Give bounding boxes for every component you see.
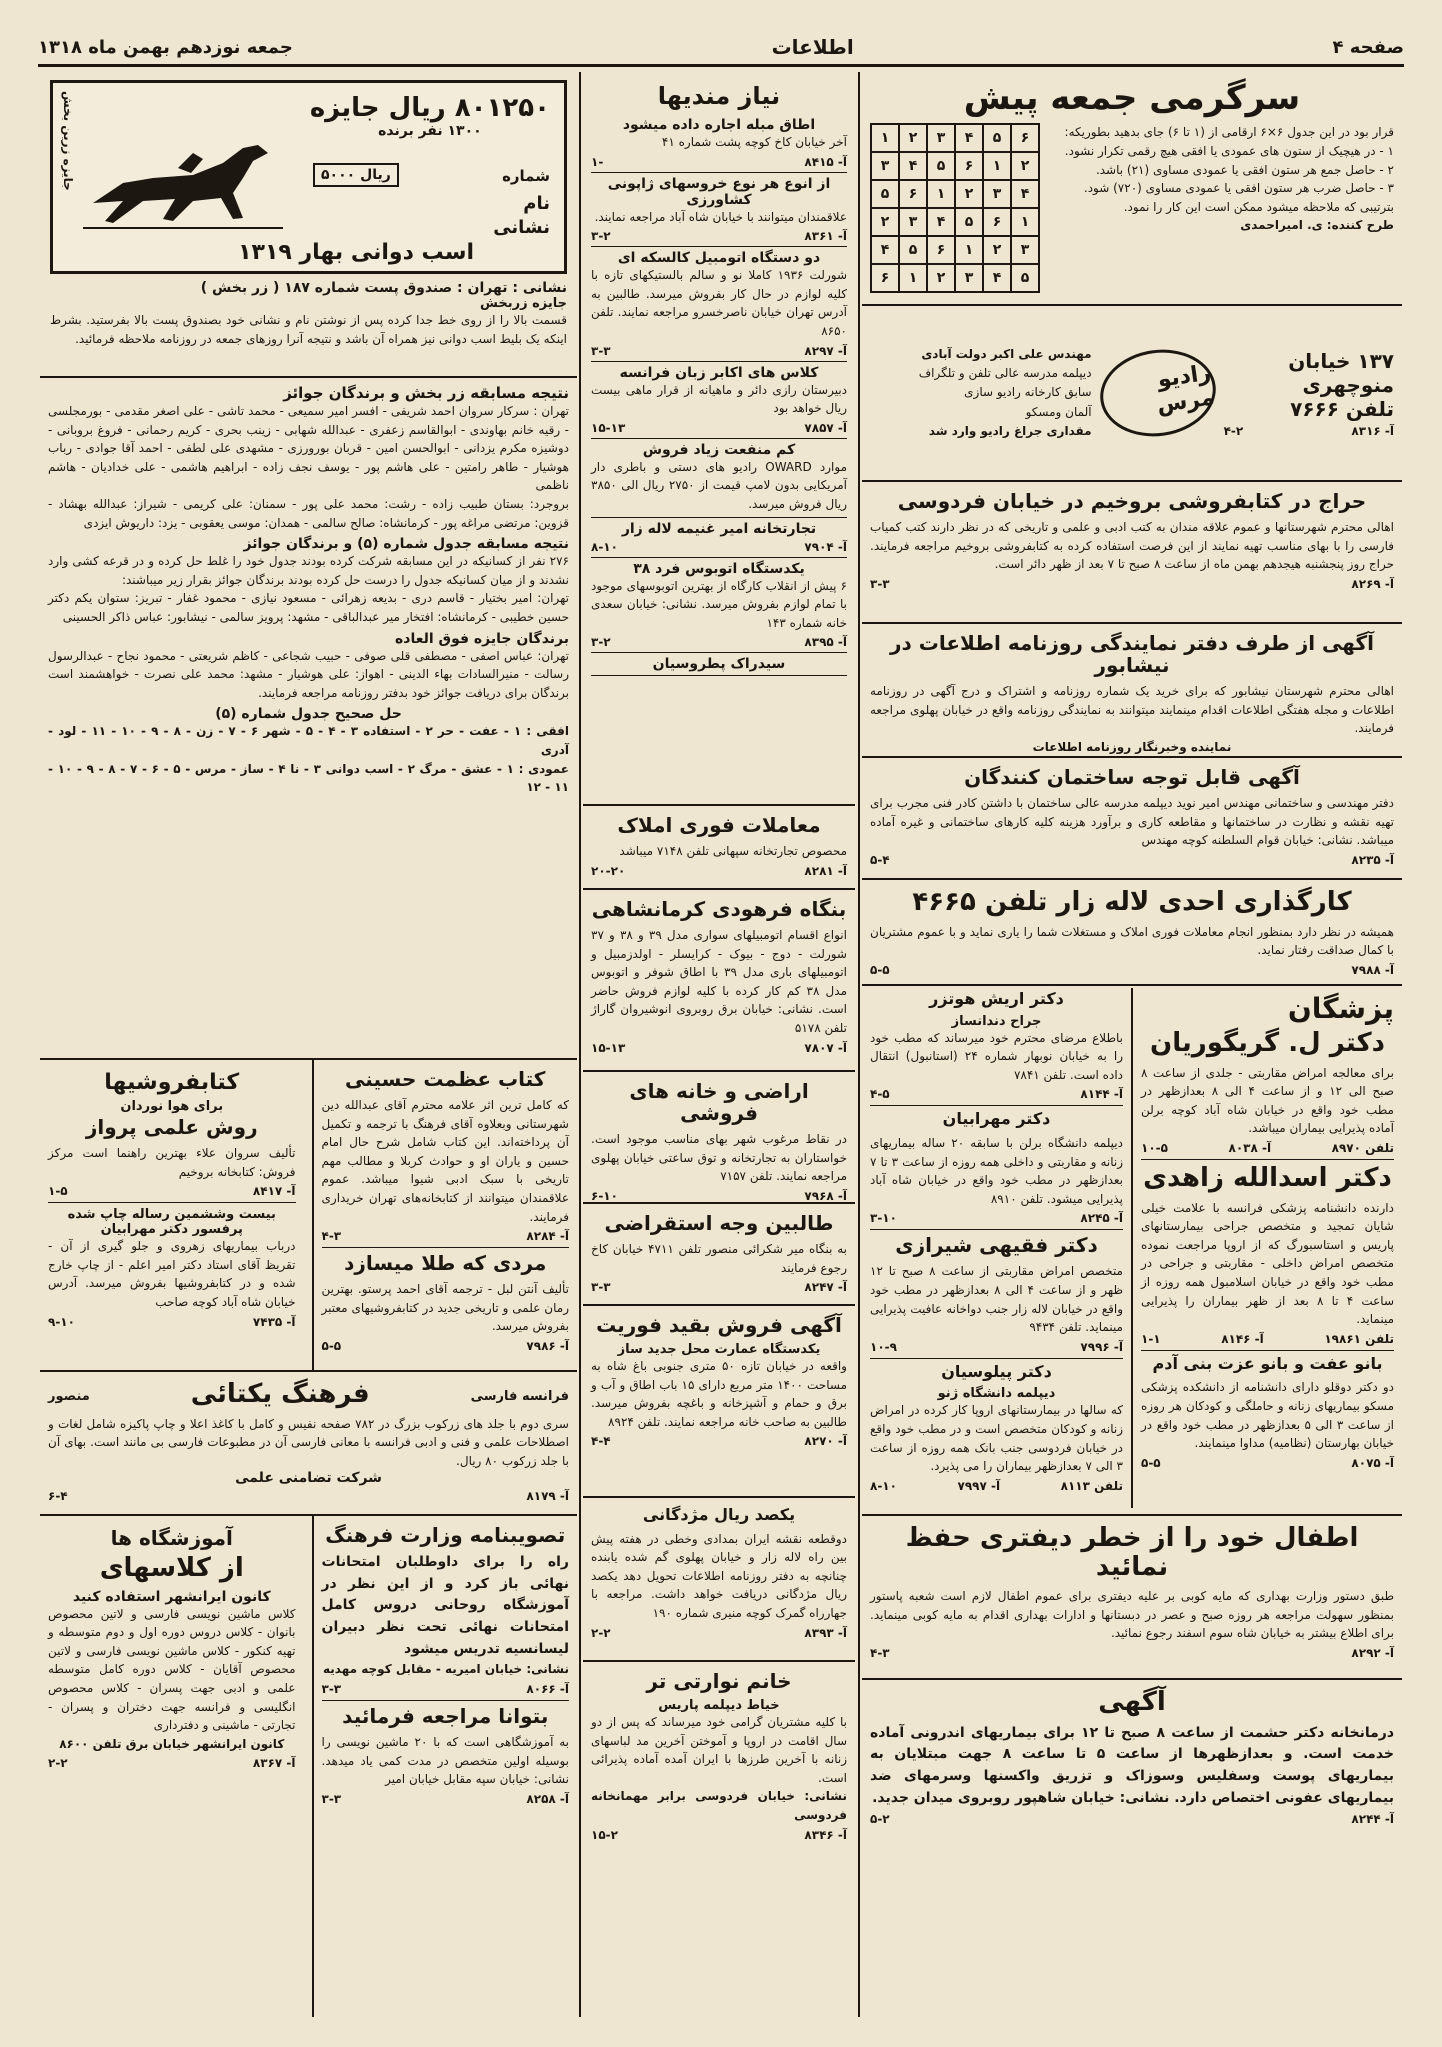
diphtheria-ad (862, 1516, 1402, 1680)
book2-text: درباب بیماریهای زهروی و جلو گیری از آن - تقریظ آقای استاد دکتر امیر اعلم - از چاپ خارج شده و در کتابفروشیها بفروش میرسد. آدرس خیابان شاه آباد کوچه صاحب (48, 1239, 296, 1309)
ad-ref: آ- ۸۲۴۴ (1351, 1812, 1394, 1827)
puzzle-cell: ۶ (1011, 124, 1039, 152)
classified-text: موارد OWARD رادیو های دستی و باطری دار آمریکایی بدون لامپ قیمت از ۲۷۵۰ ریال الی ۳۸۵۰ ریال فروش میرسد. (591, 459, 848, 511)
doctors-head: پزشگان (1287, 992, 1394, 1025)
classified-item (591, 362, 847, 439)
ad-code: ۲-۲ (591, 1625, 611, 1640)
ad-code: ۸-۱۰ (870, 1478, 897, 1493)
tailor-text: با کلیه مشتریان گرامی خود میرساند که پس از دو سال اقامت در اروپا و آموختن آخرین مد لباسهای زنانه با آخرین طرزها با ایران آمده آماده پذیرائی است. (591, 1715, 847, 1785)
building-ad (862, 758, 1402, 880)
classified-item (591, 247, 847, 361)
puzzle-cell: ۲ (983, 236, 1011, 264)
doctor-name: دکتر فقیهی شیرازی (895, 1233, 1098, 1258)
nishabur-title: آگهی از طرف دفتر نمایندگی روزنامه اطلاعات در نیشابور (890, 631, 1374, 677)
ad-code: ۲-۲ (48, 1756, 68, 1771)
nishabur-ad (862, 624, 1402, 758)
ad-ref: آ- ۸۲۷۰ (804, 1434, 847, 1449)
doctor-phone: تلفن ۱۹۸۶۱ (1324, 1331, 1394, 1346)
dictionary-publisher-line: شرکت تضامنی علمی (235, 1470, 382, 1487)
doctor-name: دکتر ل. گریگوریان (1150, 1028, 1385, 1058)
ad-ref: آ- ۷۴۳۵ (252, 1314, 296, 1329)
puzzle-cell: ۵ (955, 208, 983, 236)
puzzle-cell: ۲ (955, 180, 983, 208)
ad-ref: آ- ۸۲۴۷ (804, 1280, 847, 1295)
classified-title: کم منفعت زیاد فروش (642, 441, 796, 458)
page-header (38, 30, 1404, 67)
puzzle-row (871, 264, 1039, 292)
classifieds-head: نیاز مندیها (657, 82, 781, 110)
ad-ref: آ- ۷۸۰۷ (804, 1040, 847, 1055)
ad-code: ۱۵-۱۳ (591, 420, 626, 435)
puzzle-row (871, 152, 1039, 180)
book1-title: روش علمی پرواز (85, 1115, 258, 1139)
ad-ref: آ- ۸۳۹۵ (804, 635, 847, 650)
dictionary-text: سری دوم با جلد های زرکوب بزرگ در ۷۸۲ صفحه نفیس و کامل با کاغذ اعلا و چاپ پاکیزه شامل لغات و اصطلاحات علمی و فنی و ادبی فرانسه با معانی فارسی آن در مطبوعات فارسی بی مانند است. بهای آن با جلد زرکوب ۸۰ ریال. (48, 1416, 569, 1468)
classified-title: کلاس های اکابر زبان فرانسه (619, 364, 819, 381)
puzzle-cell: ۳ (899, 208, 927, 236)
column-right (862, 72, 1402, 2017)
doctor-phone: تلفن ۸۹۷۰ (1331, 1140, 1394, 1155)
ad-ref: آ- ۸۱۴۶ (1221, 1331, 1264, 1346)
loan-ad (583, 1204, 855, 1306)
book2-title: بیست وششمین رساله چاپ شده پرفسور دکتر مهرابیان (67, 1207, 276, 1238)
ad-code: ۵-۲ (870, 1812, 890, 1827)
results-extra-title: برندگان جایزه فوق العاده (395, 630, 569, 647)
lottery-prize-label: جایزه زرین بخش (61, 91, 75, 191)
puzzle-rule: ۱ - در هیچیک از ستون های عمودی یا افقی هیچ رقمی تکرار نشود. (1064, 143, 1394, 158)
classifieds-list (591, 114, 847, 676)
schools-title: از کلاسهای (99, 1553, 244, 1583)
schools-sub: کانون ایرانشهر استفاده کنید (72, 1588, 271, 1605)
puzzle-cell: ۴ (927, 208, 955, 236)
doctor-name: بانو عفت و بانو عزت بنی آدم (1152, 1353, 1383, 1373)
ministry-address: نشانی: خیابان امیریه - مقابل کوچه مهدیه (323, 1662, 569, 1677)
radio-stamp-logo: رادیو مرس (1094, 342, 1221, 443)
doctor-name: دکتر اریش هوتزر (929, 989, 1064, 1008)
puzzle-cell: ۴ (1011, 180, 1039, 208)
book-tala-text: تألیف آنتن لبل - ترجمه آقای احمد پرستو. بهترین رمان علمی و تاریخی جدید در کتابفروشیهای معتبر بفروش میرسد. (321, 1282, 569, 1334)
ad-code: ۴-۵ (870, 1087, 890, 1102)
ad-code: ۵-۵ (1141, 1455, 1161, 1470)
lottery-note: قسمت بالا را از روی خط جدا کرده پس از نوشتن نام و نشانی خود بصندوق پست بالا بفرستید. بشرط اینکه یک بلیط اسب دوانی نیز همراه آن باشد و نتیجه آنرا روزهای جمعه در روزنامه ملاحظه فرمائید. (50, 313, 567, 346)
ad-code: ۱- (591, 154, 604, 169)
puzzle-row (871, 124, 1039, 152)
page-number: صفحه ۴ (1332, 36, 1404, 58)
results-winners: تهران: امیر بختیار - قاسم دری - بدیعه زهرائی - مسعود نیازی - محمود غفار - تبریز: ستوان یکم دکتر حسین خطیبی - کرمانشاه: افتخار میر عبدالباقی - مشهد: پرویز سالمی - نیشابور: عباس ذاکر الحسینی (48, 591, 569, 624)
ad-code: ۳-۳ (591, 343, 611, 358)
real-estate-ad (583, 806, 855, 890)
classified-item (591, 439, 847, 518)
farhudi-text: انواع اقسام اتومبیلهای سواری مدل ۳۹ و ۳۸ و ۳۷ شورلت - دوج - بیوک - کرایسلر - اولدزمبیل و اتومبیلهای باری مدل ۳۹ با اطاق شوفر و اتوبوس مدل ۳۸ کم کار کرده با کلیه لوازم فروش حاضر است. نشانی: خیابان برق روبروی انوشیروان گاراژ تلفن ۵۱۷۸ (591, 928, 847, 1035)
dictionary-ad (40, 1372, 577, 1516)
ad-code: ۱۰-۵ (1141, 1140, 1168, 1155)
books-row (40, 1060, 577, 1372)
ad-ref: آ- ۸۴۱۵ (804, 154, 847, 169)
book-hosseini-text: که کامل ترین اثر علامه محترم آقای عبدالله دین شهرستانی وبعلاوه آقای فرهنگ با ترجمه و تکمیل آن پرداخته‌اند. این کتاب شامل شرح حال امام حسین و یاران او و حوادث کربلا و مطالب مهم تاریخی با سبک ادبی شیوا میباشد. عموم علاقمندان میتوانند از کتابخانه‌های تهران خریداری فرمایند. (321, 1098, 569, 1224)
solution-title: حل صحیح جدول شماره (۵) (215, 706, 402, 723)
book1-sub: برای هوا نوردان (120, 1099, 224, 1114)
classified-text: ۶ پیش از انقلاب کارگاه از بهترین اتوبوسهای موجود با تمام لوازم بفروش میرسد. نشانی: خیابان سعدی خانه شماره ۱۴۳ (591, 578, 847, 630)
doctor-name: دکتر پیلوسیان (941, 1361, 1052, 1381)
ministry-text: راه را برای داوطلبان امتحانات نهائی باز کرد و از این نظر در آموزشگاه روحانی دروس کامل امتحانات نهائی تحت نظر دبیران لیسانسیه تدریس میشود (321, 1554, 569, 1657)
tailor-address: نشانی: خیابان فردوسی برابر مهمانخانه فردوسی (591, 1789, 847, 1822)
book1-text: تألیف سروان علاء بهترین راهنما است مرکز فروش: کتابخانه بروخیم (48, 1146, 296, 1179)
tailor-ad (583, 1662, 855, 2017)
classified-title: از انوع هر نوع خروسهای ژاپونی کشاورزی (607, 175, 831, 208)
ad-ref: آ- ۷۹۹۶ (1080, 1339, 1123, 1354)
puzzle-cell: ۴ (871, 236, 899, 264)
radio-line: دیپلمه مدرسه عالی تلفن و تلگراف (918, 366, 1092, 381)
schools-head: آموزشگاه ها (110, 1526, 233, 1550)
doctor-name: دکتر مهرابیان (942, 1109, 1051, 1129)
ad-ref: آ- ۸۴۱۷ (252, 1184, 296, 1199)
farhudi-ad (583, 890, 855, 1072)
classified-item (591, 173, 847, 248)
ad-code: ۵-۵ (870, 962, 890, 977)
puzzle-cell: ۶ (955, 152, 983, 180)
puzzle-title: سرگرمی جمعه پیش (963, 78, 1301, 118)
nishabur-signature: نماینده وخبرنگار روزنامه اطلاعات (1032, 739, 1232, 754)
ad-code: ۹-۱۰ (48, 1314, 75, 1329)
radio-line: آلمان ومسکو (1025, 404, 1092, 419)
ad-ref: آ- ۷۹۹۷ (957, 1478, 1001, 1493)
bookshops-head: کتابفروشیها (104, 1070, 240, 1095)
classified-item (591, 653, 847, 676)
puzzle-cell: ۲ (899, 124, 927, 152)
real-estate-text: محصوص تجارتخانه سپهانی تلفن ۷۱۴۸ میباشد (619, 844, 847, 858)
ad-code: ۳-۳ (321, 1791, 342, 1806)
ad-code: ۳-۲ (591, 229, 611, 244)
sale-text: واقعه در خیابان تازه ۵۰ متری جنوبی باغ شاه به مساحت ۱۴۰۰ متر مربع دارای ۱۵ باب اطاق و آب و برق و حمام و آشپزخانه و باغچه بفروش میرسد. طالبین به صاحب خانه مراجعه نمایند. تلفن ۸۹۲۴ (591, 1359, 848, 1429)
puzzle-row (871, 236, 1039, 264)
ad-code: ۱۰-۹ (870, 1339, 897, 1354)
puzzle-cell: ۵ (1011, 264, 1039, 292)
lottery-amount: ۸۰۱۲۵۰ ریال جایزه (309, 93, 550, 123)
solution-horizontal: افقی : ۱ - عفت - حر ۲ - استفاده ۳ - ۴ - ۵ - شهر ۶ - ۷ - زن - ۸ - ۹ - ۱۰ - ۱۱ - لود - آدری (48, 724, 569, 757)
ministry-title: تصویبنامه وزارت فرهنگ (325, 1523, 566, 1547)
auction-text: اهالی محترم شهرستانها و عموم علاقه مندان به کتب ادبی و علمی و تاریخی که در نظر دارند کتب کمیاب فارسی را با بهای مناسب تهیه نمایند از این فرصت استفاده کرده به کتابفروشی بروخیم مراجعه فرمایند. حراج روز پنجشنبه هیجدهم بهمن ماه از ساعت ۸ صبح تا ۷ بعد از ظهر دائر است. (870, 520, 1394, 572)
ad-code: ۴-۳ (870, 1645, 890, 1660)
puzzle-cell: ۱ (955, 236, 983, 264)
auction-ad (862, 482, 1402, 624)
ad-code: ۶-۴ (48, 1489, 68, 1504)
lalezar-title: کارگذاری احدی لاله زار تلفن ۴۶۶۵ (912, 887, 1352, 917)
column-rule (579, 72, 581, 2017)
ad-code: ۳-۳ (870, 576, 890, 591)
ad-ref: آ- ۷۹۰۴ (804, 539, 847, 554)
ad-ref: آ- ۸۰۳۸ (1228, 1140, 1272, 1155)
ad-code: ۳-۱۰ (870, 1211, 897, 1226)
doctor-text: دیپلمه دانشگاه برلن با سابقه ۲۰ ساله بیماریهای زنانه و مقاربتی و داخلی همه روزه از ساعت ۳ تا ۷ بعدازظهر در مطب خود واقع در خیابان شاه آباد پذیرایی میشود. تلفن ۸۹۱۰ (870, 1135, 1124, 1206)
results-title: نتیجه مسابقه زر بخش و برندگان جوائز (283, 384, 569, 402)
clinic-title: آگهی (1098, 1687, 1166, 1717)
puzzle-cell: ۵ (871, 180, 899, 208)
loan-text: به بنگاه میر شکرائی منصور تلفن ۴۷۱۱ خیابان کاخ رجوع فرمایند (591, 1242, 848, 1275)
puzzle-cell: ۴ (899, 152, 927, 180)
results-sub-text: ۲۷۶ نفر از کسانیکه در این مسابقه شرکت کرده بودند جدول خود را غلط حل کرده و در قرعه کشی وارد نشدند و از میان کسانیکه جدول را درست حل کرده بودند برندگان جوائز بقرار زیر میباشند: (48, 554, 569, 587)
diphtheria-text: طبق دستور وزارت بهداری که مایه کوبی بر علیه دیفتری برای عموم اطفال لازم است شعبه پاستور بمنظور سهولت مراجعه هر روزه صبح و عصر در دبستانها و ادارات بهداری اقدام به مایه کوبی مینماید. برای اطلاع بیشتر به خیابان شاه سوم اسفند رجوع نمائید. (870, 1589, 1394, 1641)
puzzle-rule: ۳ - حاصل ضرب هر ستون افقی یا عمودی مساوی (۷۲۰) شود. (1083, 181, 1394, 196)
results-cities: بروجرد: بستان طبیب زاده - رشت: محمد علی پور - سمنان: علی کریمی - شیراز: عبدالله بهشاد - قزوین: مرتضی مراغه پور - کرمانشاه: صالح سالمی - همدان: موسی یعقوبی - یزد: داریوش ایزدی (48, 496, 569, 530)
classifieds-section (583, 72, 855, 806)
doctors-section (862, 986, 1402, 1516)
loan-title: طالبین وجه استقراضی (604, 1211, 834, 1235)
puzzle-cell: ۳ (1011, 236, 1039, 264)
ad-code: ۳-۳ (591, 1280, 611, 1295)
ad-ref: آ- ۸۲۸۴ (526, 1229, 569, 1244)
ad-code: ۳-۲ (591, 635, 611, 650)
schools-text: کلاس ماشین نویسی فارسی و لاتین محصوص بانوان - کلاس دروس دوره اول و دوم متوسطه و تهیه کنکور - کلاس ماشین نویسی فارسی و لاتین محصوص آقایان - کلاس دوره کامل متوسطه علمی و ادبی جهت پسران - کلاس محصوص انگلیسی و فرانسه جهت دختران و پسران - تجارتی - ماشینی و دفترداری (48, 1606, 296, 1733)
ad-code: ۱-۱ (1141, 1331, 1161, 1346)
results-extra-text: تهران: عباس اصفی - مصطفی قلی صوفی - حبیب شجاعی - کاظم شریعتی - محمود نجاح - عبدالرسول رسالت - منیرالسادات بهاء الدینی - اهواز: علی هوشیار - مشهد: محمد علی نصرت - خواهشمند است برندگان برای دریافت جوائز خود بدفتر روزنامه مراجعه فرمایند. (48, 648, 569, 700)
racehorse-icon (83, 123, 283, 233)
lottery-coupon (50, 80, 567, 274)
schools-footer: کانون ایرانشهر خیابان برق تلفن ۸۶۰۰ (59, 1736, 285, 1751)
column-rule (858, 72, 860, 2017)
puzzle-cell: ۳ (927, 124, 955, 152)
puzzle-rule: ۲ - حاصل جمع هر ستون افقی یا عمودی مساوی (۲۱) باشد. (1095, 162, 1394, 177)
doctor-sub: جراح دندانساز (951, 1013, 1042, 1029)
ad-code: ۲۰-۲۰ (591, 863, 626, 878)
doctor-text: دارنده دانشنامه پزشکی فرانسه با علامت خیلی شایان تمجید و متخصص جراحی بیمارستانهای پاریس و استاسبورگ که از اروپا مراجعت نموده متخصص امراض داخلی - مقاربتی و جراحی در مطب خود واقع در خیابان اسلامبول همه روزه از ساعت ۴ تا ۸ بعد از ظهر بیماران را پذیرایی مینماید. (1141, 1200, 1394, 1327)
ad-ref: آ- ۸۲۹۲ (1351, 1645, 1394, 1660)
puzzle-row (871, 208, 1039, 236)
classified-item (591, 114, 847, 173)
ad-ref: آ- ۸۲۵۸ (526, 1791, 569, 1806)
puzzle-cell: ۶ (927, 236, 955, 264)
ad-code: ۵-۴ (870, 852, 890, 867)
classified-text: شورلت ۱۹۳۶ کاملا نو و سالم بالستیکهای تازه با کلیه لوازم در حال کار بفروش میرسد. طالبین به آدرس تهران خیابان ناصرخسرو مراجعه نمایند. تلفن ۸۶۵۰ (591, 268, 847, 338)
puzzle-cell: ۳ (955, 264, 983, 292)
puzzle-grid (870, 123, 1040, 293)
ad-ref: آ- ۷۸۵۷ (804, 420, 847, 435)
doctor-text: متخصص امراض مقاربتی از ساعت ۸ صبح تا ۱۲ ظهر و از ساعت ۴ الی ۸ بعدازظهر در مطب خود واقع در خیابان لاله زار جنب دواخانه عافیت پذیرایی مینماید. تلفن ۹۴۳۴ (870, 1264, 1123, 1335)
classified-text: علاقمندان میتوانند با خیابان شاه آباد مراجعه نمایند. (594, 209, 847, 224)
results-sub-title: نتیجه مسابقه جدول شماره (۵) و برندگان جوائز (243, 536, 569, 553)
farhudi-title: بنگاه فرهودی کرمانشاهی (591, 897, 847, 921)
ad-ref: آ- ۷۹۸۶ (526, 1338, 569, 1353)
puzzle-cell: ۳ (871, 152, 899, 180)
puzzle-cell: ۱ (983, 152, 1011, 180)
classified-text: دبیرستان رازی دائر و ماهیانه از قرار ماهی بیست ریال خواهد بود (591, 382, 847, 416)
radio-phone: تلفن ۷۶۶۶ (1290, 396, 1394, 421)
lottery-winners: ۱۳۰۰ نفر برنده (378, 123, 482, 139)
column-left (40, 72, 577, 2017)
classified-title: یکدستگاه اتوبوس فرد ۳۸ (633, 560, 805, 577)
ad-ref: آ- ۸۳۹۳ (804, 1625, 847, 1640)
lottery-post: نشانی : تهران : صندوق پست شماره ۱۸۷ ( زر بخش ) (200, 280, 567, 296)
lalezar-ad (862, 880, 1402, 986)
puzzle-box (862, 72, 1402, 306)
classified-text: آخر خیابان کاخ کوچه پشت شماره ۴۱ (661, 135, 847, 149)
ad-code: ۴-۴ (591, 1434, 611, 1449)
dictionary-publisher: منصور (48, 1388, 90, 1404)
ad-code: ۴-۳ (321, 1229, 342, 1244)
ad-code: ۶-۱۰ (591, 1188, 618, 1203)
puzzle-cell: ۴ (983, 264, 1011, 292)
book-tala-title: مردی که طلا میسازد (344, 1251, 547, 1276)
clinic-ad (862, 1680, 1402, 2017)
puzzle-cell: ۱ (927, 180, 955, 208)
ad-ref: آ- ۸۲۶۹ (1351, 576, 1394, 591)
puzzle-cell: ۳ (983, 180, 1011, 208)
classified-title: دو دستگاه اتومبیل کالسکه ای (617, 250, 821, 267)
puzzle-designer: طرح کننده: ی. امیراحمدی (1240, 218, 1394, 233)
typing-text: به آموزشگاهی است که با ۲۰ ماشین نویسی را بوسیله اولین متخصص در مدت کمی یاد میدهد. نشانی: خیابان سپه مقابل خیابان امیر (321, 1735, 569, 1787)
doctor-phone: تلفن ۸۱۱۳ (1060, 1478, 1123, 1493)
issue-date: جمعه نوزدهم بهمن ماه ۱۳۱۸ (38, 36, 293, 58)
ad-code: ۱۵-۲ (591, 1827, 618, 1842)
puzzle-cell: ۲ (871, 208, 899, 236)
classified-title: سیدراک پطروسیان (652, 656, 786, 673)
bottom-row (40, 1516, 577, 2017)
ad-ref: آ- ۷۹۶۸ (804, 1188, 847, 1203)
doctor-text: دو دکتر دوقلو دارای دانشنامه از دانشکده پزشکی مسکو بیماریهای زنانه و حاملگی و کودکان هر روزه از ساعت ۳ الی ۵ بعدازظهر در مطب خود واقع در خیابان بهارستان (نظامیه) مداوا مینمایند. (1141, 1380, 1394, 1451)
puzzle-cell: ۵ (899, 236, 927, 264)
lottery-section (40, 72, 577, 378)
ad-ref: آ- ۷۹۸۸ (1351, 962, 1394, 977)
lottery-address-label: نشانی (493, 217, 550, 238)
puzzle-row (871, 180, 1039, 208)
land-title: اراضی و خانه های فروشی (629, 1079, 809, 1125)
classified-item (591, 518, 847, 558)
radio-ad (862, 306, 1402, 482)
ad-ref: آ- ۸۳۴۶ (804, 1827, 847, 1842)
paper-name: اطلاعات (771, 35, 854, 59)
real-estate-title: معاملات فوری املاک (617, 813, 821, 837)
puzzle-cell: ۵ (927, 152, 955, 180)
lalezar-text: همیشه در نظر دارد بمنظور انجام معاملات فوری املاک و مستغلات شما را یاری نماید و با عموم مشتریان با کمال صداقت رفتار نماید. (870, 924, 1394, 958)
solution-vertical: عمودی : ۱ - عشق - مرگ ۲ - اسب دوانی ۳ - نا ۴ - ساز - مرس - ۵ - ۶ - ۷ - ۸ - ۹ - ۱۰ - ۱۱ - ۱۲ (48, 761, 569, 795)
ad-ref: آ- ۸۳۶۱ (804, 229, 847, 244)
radio-address: ۱۳۷ خیابان منوچهری (1288, 348, 1394, 397)
results-tehran: تهران : سرکار سروان احمد شریفی - افسر امیر سمیعی - محمد تاشی - علی اصغر مقدمی - بورمجلسی - رقیه خانم بهاوندی - ابوالقاسم زعفری - عبدالله شهابی - زینب بحری - کریم رحمانی - فروغ بروبانی - دوشیزه مکرم یزدانی - ابوالحسن امین - قربان بورورزی - مشهدی علی لطفی - احمد آقا جوادی - رباب هوشیار - طاهر رامتین - علی هاشم پور - یوسف نجف زاده - ابراهیم هاشمی - علی خدادیان - هاشم ناظمی (48, 404, 569, 493)
ad-code: ۱-۵ (48, 1184, 68, 1199)
classified-item (591, 558, 847, 654)
puzzle-cell: ۴ (955, 124, 983, 152)
ad-ref: آ- ۸۲۸۱ (804, 863, 847, 878)
ad-code: ۸-۱۰ (591, 539, 618, 554)
ad-ref: آ- ۸۱۷۹ (526, 1489, 569, 1504)
ad-ref: آ- ۸۳۱۶ (1351, 423, 1394, 438)
tailor-title: خانم نوارتی تر (646, 1669, 792, 1693)
puzzle-cell: ۱ (871, 124, 899, 152)
ad-ref: آ- ۸۲۴۵ (1080, 1211, 1123, 1226)
lottery-name-label: نام (523, 193, 550, 214)
doctor-text: باطلاع مرضای محترم خود میرساند که مطب خود را به خیابان نوبهار شماره ۲۴ (استانبول) انتقال داده است. تلفن ۷۸۴۱ (870, 1030, 1123, 1082)
ad-code: ۳-۳ (321, 1682, 342, 1697)
classified-title: تجارتخانه امیر غنیمه لاله زار (621, 520, 817, 537)
puzzle-intro: قرار بود در این جدول ۶×۶ ارقامی از (۱ تا ۶) جای بدهید بطوریکه: (1064, 125, 1394, 140)
ad-ref: آ- ۸۲۹۷ (804, 343, 847, 358)
radio-line: سابق کارخانه رادیو سازی (964, 385, 1092, 400)
building-title: آگهی قابل توجه ساختمان کنندگان (964, 765, 1300, 789)
reward-ad (583, 1498, 855, 1662)
puzzle-cell: ۱ (899, 264, 927, 292)
diphtheria-title: اطفال خود را از خطر دیفتری حفظ نمائید (905, 1523, 1359, 1582)
puzzle-cell: ۲ (927, 264, 955, 292)
puzzle-cell: ۲ (1011, 152, 1039, 180)
reward-text: دوقطعه نقشه ایران بمدادی وخطی در هفته پیش بین راه لاله زار و خیابان پهلوی گم شده یابنده چنانچه به دفتر روزنامه اطلاعات تحویل دهد یکصد ریال مژدگانی دریافت خواهد داشت. مراجعه با جهارراه گمرک کوچه منیری شماره ۱۹۰ (591, 1531, 847, 1620)
typing-title: بتوانا مراجعه فرمائید (342, 1704, 549, 1729)
radio-note: مقداری جراغ رادیو وارد شد (928, 423, 1092, 438)
building-text: دفتر مهندسی و ساختمانی مهندس امیر نوید دیپلمه مدرسه عالی ساختمان با داشتن کادر فنی مجرب برای تهیه نقشه و نظارت در ساختمانها و مقاطعه کاری و برآورد هزینه کلیه کارهای ساختمانی و غیره آماده میباشد. نشانی: خیابان قوام السلطنه کوچه مهندس (870, 796, 1394, 848)
auction-title: حراج در کتابفروشی بروخیم در خیابان فردوسی (897, 489, 1367, 513)
land-ad (583, 1072, 855, 1204)
puzzle-rule: بترتیبی که ملاحظه میشود ممکن است این کار را نمود. (1123, 199, 1394, 214)
lottery-prize: جایزه زربخش (479, 296, 567, 311)
sale-ad (583, 1306, 855, 1498)
puzzle-cell: ۵ (983, 124, 1011, 152)
classified-title: اطاق مبله اجاره داده میشود (622, 117, 816, 133)
land-text: در نقاط مرغوب شهر بهای مناسب موجود است. خواستاران به تجارتخانه و توق ساعتی خیابان پهلوی مراجعه نمایند. تلفن ۷۱۵۷ (591, 1132, 847, 1184)
doctor-text: برای معالجه امراض مقاربتی - جلدی از ساعت ۸ صبح الی ۱۲ و از ساعت ۴ الی ۸ بعدازظهر در مطب خود واقع در خیابان شاه آباد کوچه برلن آماده پذیرایی بیماران میباشد. (1141, 1065, 1394, 1136)
ad-ref: آ- ۸۰۶۶ (526, 1682, 569, 1697)
sale-title: آگهی فروش بقید فوریت (596, 1313, 842, 1337)
puzzle-cell: ۶ (871, 264, 899, 292)
dictionary-sub: فرانسه فارسی (470, 1388, 569, 1404)
doctor-text: که سالها در بیمارستانهای اروپا کار کرده در امراض زنانه و کودکان متخصص است و در مطب خود واقع در خیابان فردوسی جنب بانک همه روزه از ساعت ۳ الی ۷ بعدازظهر بیماران را می پذیرد. (870, 1403, 1123, 1474)
lottery-number-label: شماره (502, 167, 550, 185)
ad-ref: آ- ۸۱۴۴ (1080, 1087, 1123, 1102)
puzzle-cell: ۱ (1011, 208, 1039, 236)
ad-ref: آ- ۸۳۶۷ (252, 1756, 296, 1771)
results-section (40, 378, 577, 1060)
lottery-horse-race: اسب دوانی بهار ۱۳۱۹ (238, 240, 474, 265)
column-middle (583, 72, 855, 2017)
book-hosseini-title: کتاب عظمت حسینی (345, 1067, 546, 1091)
puzzle-cell: ۶ (899, 180, 927, 208)
tailor-sub: خیاط دیپلمه پاریس (658, 1698, 780, 1713)
clinic-text: درمانخانه دکتر حشمت از ساعت ۸ صبح تا ۱۲ برای بیماریهای اندرونی آماده خدمت است. و بعدازظهرها از ساعت ۵ تا ساعت ۸ جهت مبتلایان به بیماریهای پوست وسفلیس وسوزاک و تزریق واکسنها وسرمهای ضد بیماریهای عفونی اختصاص دارد. نشانی: خیابان شاهپور روبروی میدان جدید. (870, 1724, 1395, 1806)
dictionary-title: فرهنگ یکتائی (190, 1379, 370, 1409)
ad-code: ۵-۵ (321, 1338, 342, 1353)
doctor-name: دکتر اسدالله زاهدی (1143, 1162, 1392, 1193)
ad-ref: آ- ۸۲۳۵ (1351, 852, 1394, 867)
reward-title: یکصد ریال مژدگانی (642, 1505, 796, 1524)
sale-sub: یکدستگاه عمارت محل جدید ساز (617, 1342, 821, 1357)
ad-code: ۱۵-۱۳ (591, 1040, 626, 1055)
puzzle-cell: ۶ (983, 208, 1011, 236)
ad-code: ۴-۲ (1223, 423, 1244, 438)
radio-line: مهندس علی اکبر دولت آبادی (921, 347, 1092, 362)
doctor-sub: دیپلمه دانشگاه ژنو (937, 1386, 1056, 1402)
ad-ref: آ- ۸۰۷۵ (1351, 1455, 1394, 1470)
nishabur-text: اهالی محترم شهرستان نیشابور که برای خرید یک شماره روزنامه و اشتراک و درج آگهی در روزنامه اطلاعات و مجله هفتگی اطلاعات اقدام مینمایند میتوانند به نمایندگی روزنامه واقع در خیابان پهلوی مراجعه فرمایند. (870, 684, 1394, 736)
lottery-ticket: ۵۰۰۰ ریال (313, 163, 399, 187)
